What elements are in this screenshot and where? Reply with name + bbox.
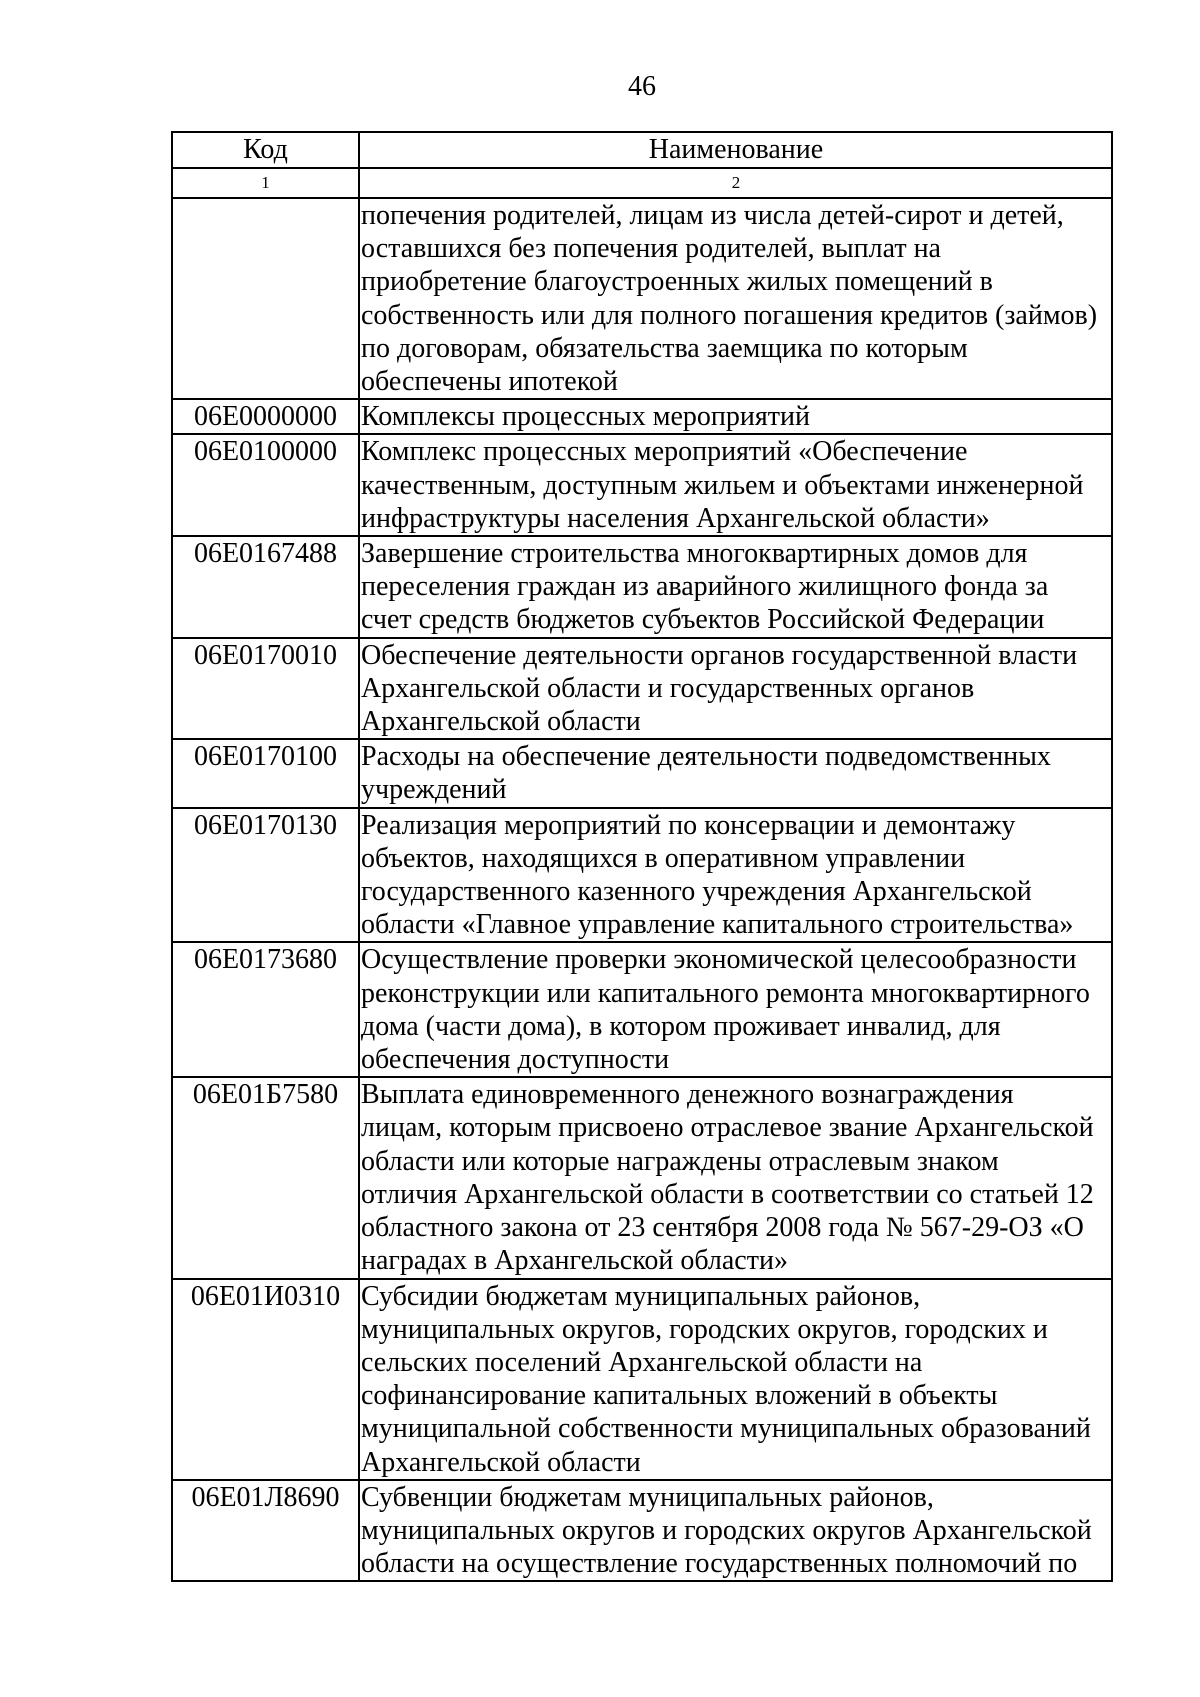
row-name-line: по договорам, обязательства заемщика по которым [361,332,968,364]
row-name-line: оставшихся без попечения родителей, выплат на [361,233,941,265]
row-name-line: области «Главное управление капитального строительства» [361,909,1074,941]
row-name-line: области на осуществление государственных полномочий по [361,1548,1078,1580]
row-name-line: Выплата единовременного денежного вознаграждения [361,1079,1014,1111]
row-name-line: счет средств бюджетов субъектов Российской Федерации [361,604,1045,636]
table-row [173,639,1111,741]
row-code: 06Е0100000 [173,435,360,535]
row-name-line: приобретение благоустроенных жилых помещений в [361,266,993,298]
row-name [360,740,1111,806]
row-name-line: отличия Архангельской области в соответствии со статьей 12 [361,1178,1094,1210]
row-name-line: лицам, которым присвоено отраслевое звание Архангельской [361,1112,1094,1144]
row-name-line: муниципальных округов, городских округов, городских и [361,1313,1048,1345]
row-name-line: Комплекс процессных мероприятий «Обеспечение [361,436,968,468]
row-name [360,639,1111,739]
column-number-name: 2 [731,173,741,192]
row-name [360,435,1111,535]
row-name-line: Завершение строительства многоквартирных домов для [361,538,1028,570]
row-name [360,943,1111,1076]
page-number: 46 [628,71,656,102]
table-row [173,1078,1111,1279]
column-number-code: 1 [173,169,360,197]
table-row [173,740,1111,808]
row-code: 06Е0170130 [173,809,360,942]
row-name-line: Субсидии бюджетам муниципальных районов, [361,1280,921,1312]
row-code: 06Е0167488 [173,537,360,637]
row-name [360,1280,1111,1479]
table-row [173,1481,1111,1581]
row-name-line: Архангельской области [361,1446,641,1478]
row-code: 06Е0173680 [173,943,360,1076]
column-number-row [173,169,1111,199]
row-name-line: попечения родителей, лицам из числа детей-сирот и детей, [361,200,1064,231]
row-code: 06Е0170100 [173,740,360,806]
row-name [360,199,1111,398]
row-code: 06Е0000000 [173,400,360,433]
row-name-line: Субвенции бюджетам муниципальных районов, [361,1481,934,1513]
table-header-row [173,133,1111,169]
table-row [173,943,1111,1078]
row-name-line: Реализация мероприятий по консервации и демонтажу [361,809,1016,841]
table-row [173,537,1111,639]
row-name [360,1078,1111,1277]
row-name-line: государственного казенного учреждения Архангельской [361,876,1032,908]
table-row [173,400,1111,435]
row-name-line: сельских поселений Архангельской области на [361,1346,923,1378]
row-code: 06Е01Б7580 [173,1078,360,1277]
header-code: Код [173,133,360,167]
row-name-line: объектов, находящихся в оперативном управлении [361,842,966,874]
table-row [173,435,1111,537]
row-code [173,199,360,398]
row-name [360,400,1111,433]
row-name-line: реконструкции или капитального ремонта многоквартирного [361,977,1090,1009]
row-name [360,1481,1111,1581]
row-name-line: Обеспечение деятельности органов государственной власти [361,639,1078,671]
row-name-line: Архангельской области и государственных органов [361,672,975,704]
row-name-line: дома (части дома), в котором проживает инвалид, для [361,1010,1001,1042]
budget-code-table [171,131,1113,1582]
row-name-line: обеспечения доступности [361,1044,670,1076]
row-name-line: муниципальной собственности муниципальных образований [361,1413,1091,1445]
row-name-line: области или которые награждены отраслевым знаком [361,1145,999,1177]
row-name-line: Расходы на обеспечение деятельности подведомственных [361,741,1051,773]
row-name-line: обеспечены ипотекой [361,366,618,398]
row-name-line: переселения граждан из аварийного жилищного фонда за [361,571,1049,603]
table-row [173,199,1111,400]
row-name-line: Комплексы процессных мероприятий [361,401,810,433]
row-name-line: областного закона от 23 сентября 2008 года № 567-29-ОЗ «О [361,1212,1084,1244]
row-code: 06Е01Л8690 [173,1481,360,1581]
row-code: 06Е0170010 [173,639,360,739]
row-name [360,537,1111,637]
row-name-line: Осуществление проверки экономической целесообразности [361,944,1077,976]
header-name: Наименование [648,134,824,165]
row-name-line: собственность или для полного погашения кредитов (займов) [361,299,1098,331]
table-row [173,809,1111,944]
row-name [360,809,1111,942]
row-name-line: муниципальных округов и городских округов Архангельской [361,1514,1092,1546]
row-name-line: Архангельской области [361,706,641,738]
table-row [173,1280,1111,1481]
row-name-line: наградах в Архангельской области» [361,1245,788,1277]
row-name-line: софинансирование капитальных вложений в объекты [361,1380,998,1412]
row-name-line: качественным, доступным жильем и объектами инженерной [361,469,1084,501]
row-name-line: инфраструктуры населения Архангельской области» [361,502,990,534]
row-code: 06Е01И0310 [173,1280,360,1479]
row-name-line: учреждений [361,774,507,806]
